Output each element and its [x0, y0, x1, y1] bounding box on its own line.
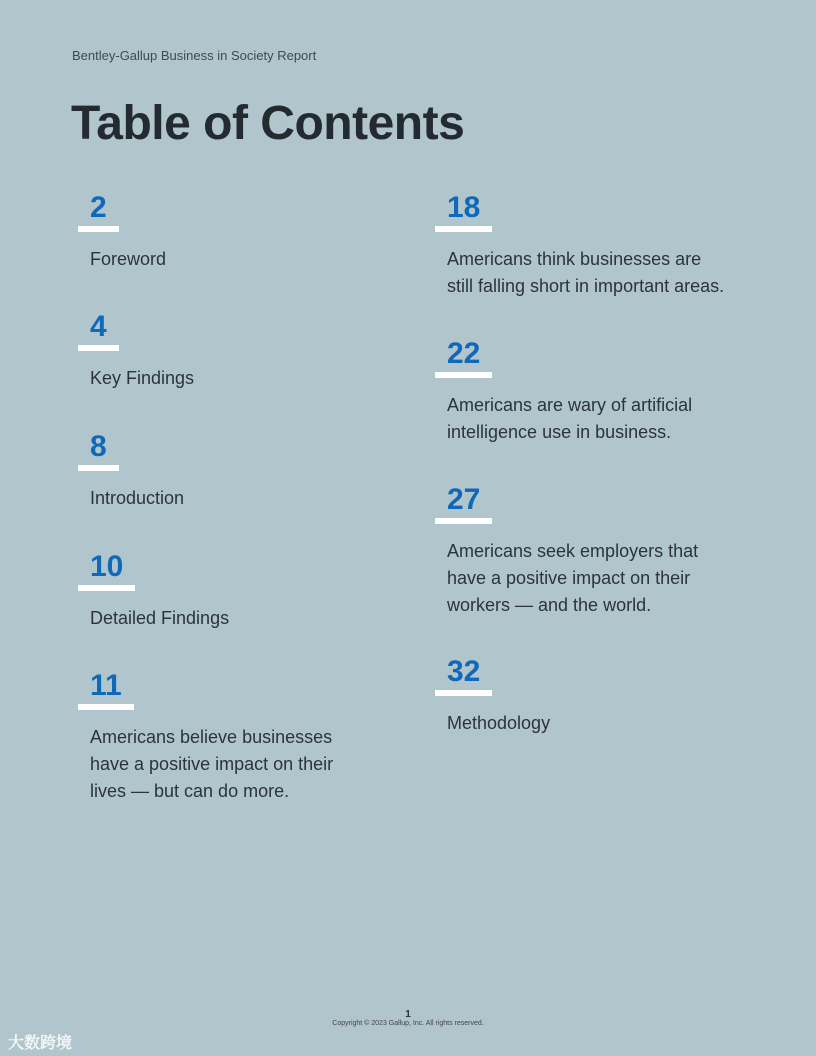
toc-page-number[interactable]: 11 [78, 668, 134, 710]
toc-entry-label[interactable]: Detailed Findings [90, 608, 230, 628]
toc-page-number[interactable]: 10 [78, 549, 135, 591]
toc-entry[interactable] [435, 190, 735, 336]
toc-entry-label[interactable]: Americans think businesses are still falling short in important areas. [447, 249, 725, 296]
toc-entry[interactable] [78, 190, 378, 309]
watermark-logo: 大数跨境 [8, 1035, 73, 1052]
toc-page-number[interactable]: 32 [435, 654, 492, 696]
toc-page-number[interactable]: 8 [78, 429, 119, 471]
toc-entry-label[interactable]: Key Findings [90, 368, 195, 388]
toc-page-number[interactable]: 27 [435, 482, 492, 524]
toc-page-number[interactable]: 2 [78, 190, 119, 232]
toc-entry[interactable] [78, 309, 378, 429]
page-number: 1 [405, 1009, 411, 1020]
toc-entry[interactable] [435, 482, 735, 654]
toc-entry[interactable] [435, 336, 735, 482]
toc-column-left [78, 190, 378, 805]
toc-entry-label[interactable]: Methodology [447, 713, 551, 733]
toc-entry[interactable] [435, 654, 735, 737]
copyright-notice: Copyright © 2023 Gallup, Inc. All rights reserved. [332, 1020, 484, 1027]
toc-entry-label[interactable]: Americans are wary of artificial intelligence use in business. [447, 395, 693, 442]
toc-entry[interactable] [78, 549, 378, 668]
toc-page-number[interactable]: 18 [435, 190, 492, 232]
toc-entry-label[interactable]: Foreword [90, 249, 167, 269]
toc-entry[interactable] [78, 668, 378, 805]
page-title: Table of Contents [71, 97, 465, 150]
toc-entry-label[interactable]: Americans believe businesses have a positive impact on their lives — but can do more. [90, 727, 334, 801]
toc-page-number[interactable]: 4 [78, 309, 119, 351]
toc-page-number[interactable]: 22 [435, 336, 492, 378]
toc-column-right [435, 190, 735, 737]
toc-entry[interactable] [78, 429, 378, 549]
toc-entry-label[interactable]: Americans seek employers that have a positive impact on their workers — and the world. [447, 541, 699, 615]
report-title: Bentley-Gallup Business in Society Report [72, 48, 317, 63]
toc-entry-label[interactable]: Introduction [90, 488, 185, 508]
